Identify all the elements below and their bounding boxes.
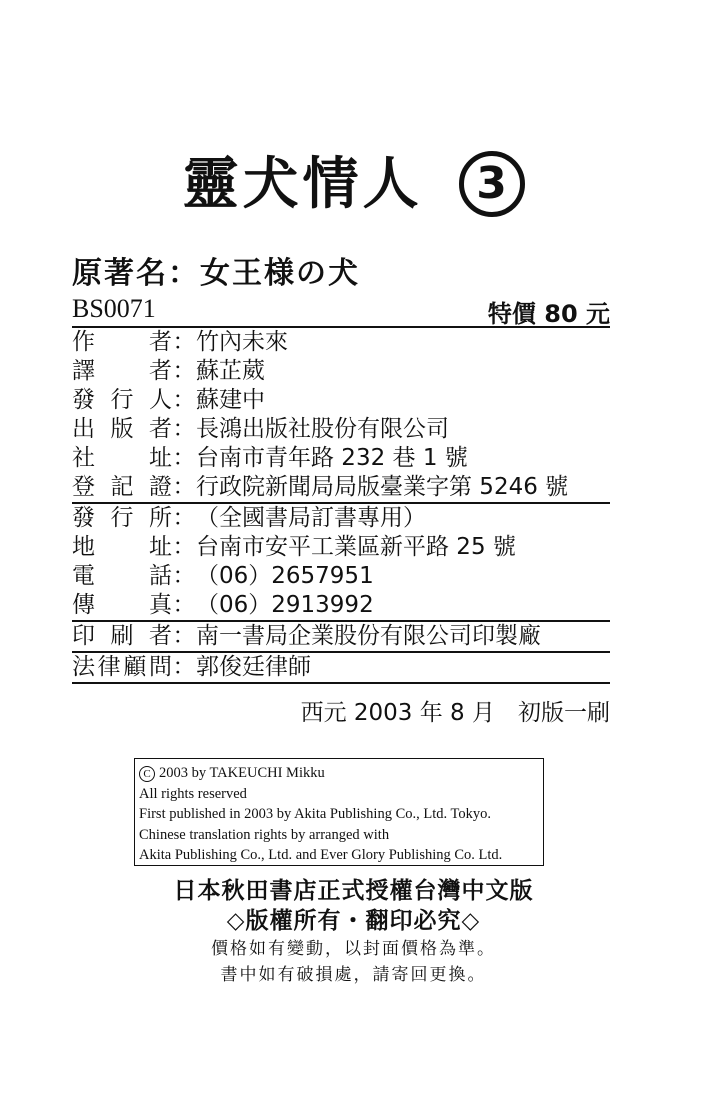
info-colon: ： [172, 534, 196, 560]
info-row [72, 533, 610, 562]
copyright-line: First published in 2003 by Akita Publishing Co., Ltd. Tokyo. [139, 806, 491, 822]
license-line: 日本秋田書店正式授權台灣中文版 [173, 878, 534, 904]
info-row [72, 473, 610, 504]
info-value: 南一書局企業股份有限公司印製廠 [196, 623, 541, 649]
info-label: 印刷者 [72, 623, 172, 649]
info-colon: ： [172, 505, 196, 531]
info-colon: ： [172, 416, 196, 442]
book-code: BS0071 [72, 294, 156, 323]
info-colon: ： [172, 654, 196, 680]
info-row [72, 622, 610, 653]
price: 特價 80 元 [487, 300, 610, 328]
info-label: 傳真 [72, 592, 172, 618]
info-colon: ： [172, 358, 196, 384]
info-row [72, 415, 610, 444]
info-row [72, 591, 610, 622]
info-row [72, 653, 610, 684]
copyright-line: All rights reserved [139, 785, 247, 802]
info-value: 郭俊廷律師 [196, 654, 311, 680]
info-colon: ： [172, 592, 196, 618]
edition-date: 西元 2003 年 8 月 初版一刷 [300, 700, 610, 726]
title-text: 靈犬情人 [182, 152, 423, 217]
info-value: （06）2913992 [196, 592, 374, 618]
notice-price: 價格如有變動，以封面價格為準。 [211, 939, 496, 959]
info-colon: ： [172, 329, 196, 355]
info-row [72, 357, 610, 386]
info-value: 長鴻出版社股份有限公司 [196, 416, 449, 442]
copyright-line: Akita Publishing Co., Ltd. and Ever Glory Publishing Co. Ltd. [139, 847, 503, 863]
copyright-line: Chinese translation rights by arranged with [139, 826, 390, 843]
info-label: 出版者 [72, 416, 172, 442]
copyright-icon: C [139, 766, 155, 782]
info-colon: ： [172, 563, 196, 589]
info-value: 竹內未來 [196, 329, 288, 355]
info-label: 作者 [72, 329, 172, 355]
info-value: （06）2657951 [196, 563, 374, 589]
publication-info [72, 328, 610, 684]
copyright-box [134, 758, 544, 866]
info-colon: ： [172, 623, 196, 649]
info-colon: ： [172, 387, 196, 413]
info-label: 發行人 [72, 387, 172, 413]
info-label: 登記證 [72, 474, 172, 500]
info-row [72, 504, 610, 533]
info-row [72, 444, 610, 473]
info-label: 譯者 [72, 358, 172, 384]
info-value: 蘇建中 [196, 387, 265, 413]
info-row [72, 328, 610, 357]
info-value: 台南市安平工業區新平路 25 號 [196, 534, 516, 560]
info-colon: ： [172, 445, 196, 471]
info-label: 法律顧問 [72, 654, 172, 680]
info-row [72, 386, 610, 415]
copyright-line: C 2003 by TAKEUCHI Mikku [139, 763, 543, 784]
info-label: 社址 [72, 445, 172, 471]
notice-damage: 書中如有破損處，請寄回更換。 [220, 965, 487, 985]
rights-line: ◇版權所有・翻印必究◇ [226, 908, 481, 934]
info-row [72, 562, 610, 591]
book-title [0, 140, 707, 221]
info-value: 行政院新聞局局版臺業字第 5246 號 [196, 474, 569, 500]
info-label: 發行所 [72, 505, 172, 531]
volume-number: 3 [459, 151, 525, 217]
original-title: 原著名：女王様の犬 [72, 256, 360, 291]
info-colon: ： [172, 474, 196, 500]
info-value: 台南市青年路 232 巷 1 號 [196, 445, 468, 471]
info-label: 地址 [72, 534, 172, 560]
code-price-row [72, 292, 610, 328]
info-value: （全國書局訂書專用） [196, 505, 426, 531]
info-label: 電話 [72, 563, 172, 589]
info-value: 蘇芷葳 [196, 358, 265, 384]
